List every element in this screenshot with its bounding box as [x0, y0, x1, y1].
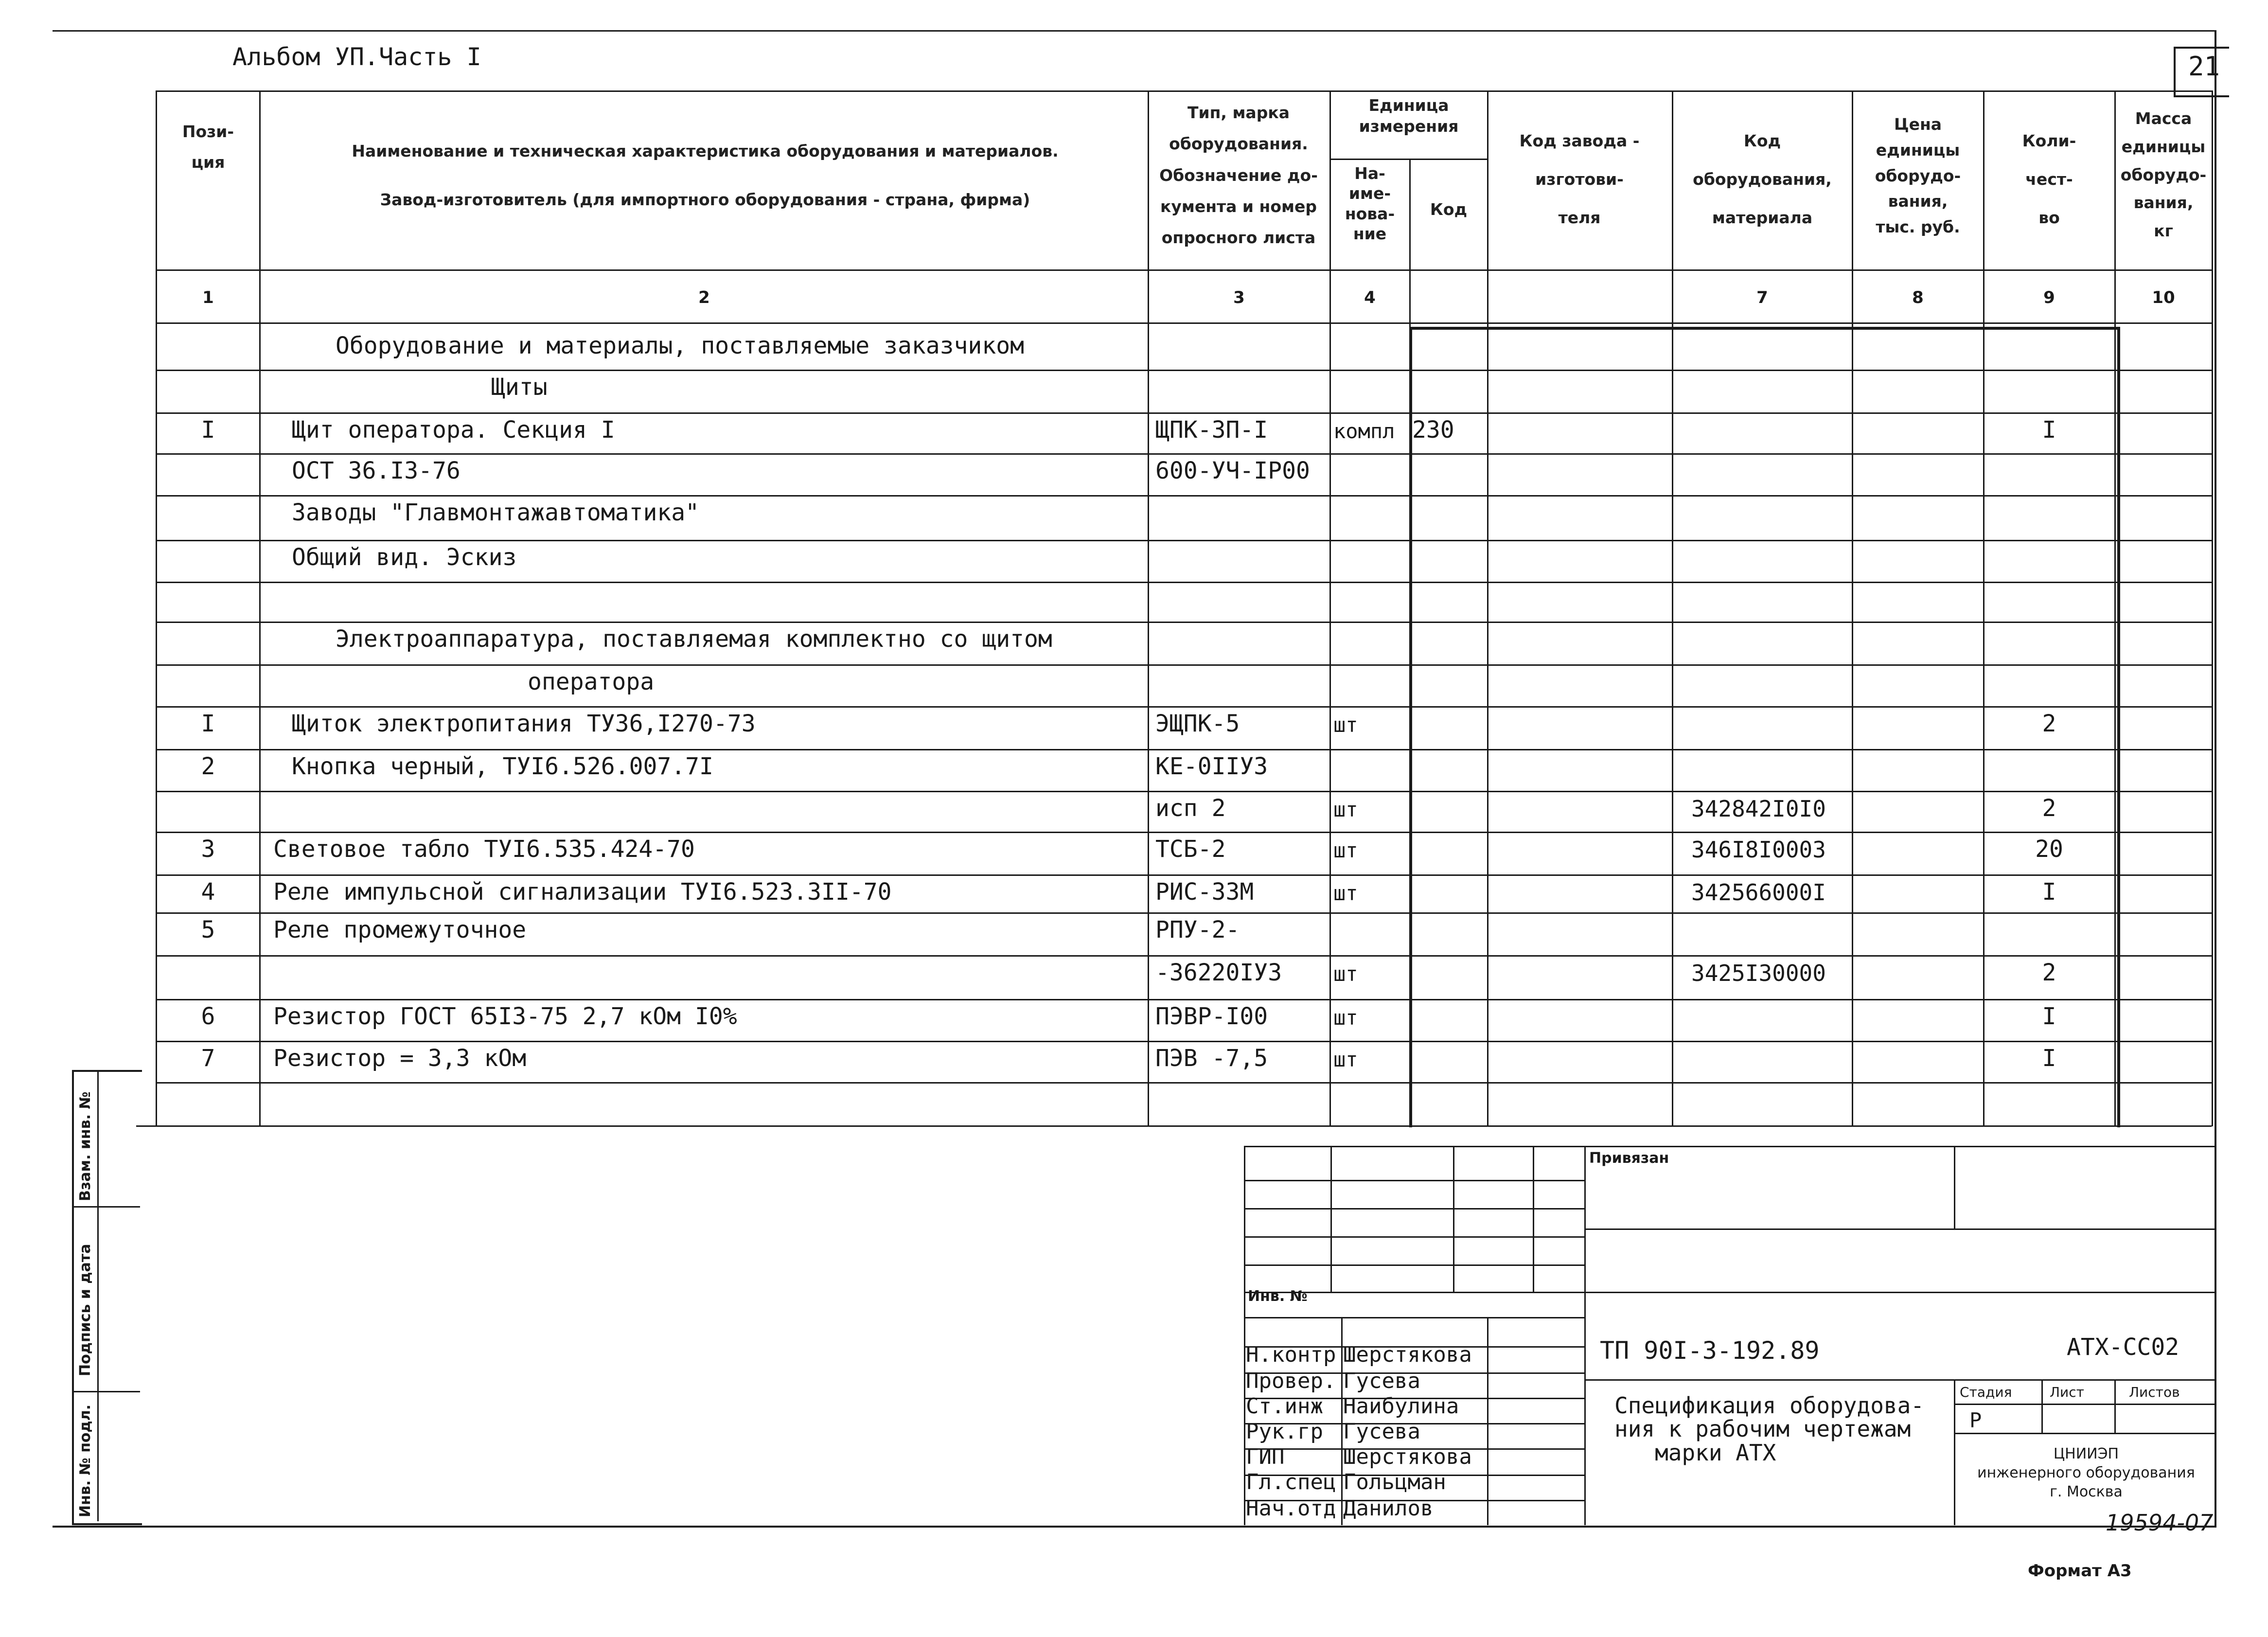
hdr-unit-code: Код	[1430, 200, 1468, 219]
cell-unit: шт	[1333, 838, 1358, 862]
doc-title: Спецификация оборудова- ния к рабочим чертежам марки АТХ	[1614, 1392, 1924, 1466]
row-divider	[156, 749, 2212, 750]
cell-position: 3	[201, 836, 215, 863]
cell-unit: шт	[1333, 713, 1358, 737]
inv-no-label: Инв. №	[1248, 1288, 1308, 1305]
cell-equip-code: 3425I30000	[1691, 960, 1826, 986]
cell-unit: шт	[1333, 798, 1358, 821]
cell-name: Световое табло ТУI6.535.424-70	[273, 836, 695, 863]
cell-type: РПУ-2-	[1155, 916, 1240, 943]
cell-name: Щиты	[491, 374, 548, 401]
row-divider	[156, 664, 2212, 666]
cell-name: оператора	[528, 668, 655, 695]
cell-name: Щит оператора. Секция I	[292, 416, 615, 444]
cell-quantity: I	[2042, 878, 2056, 906]
cell-quantity: 20	[2035, 836, 2063, 863]
cell-unit: шт	[1333, 962, 1358, 986]
stage-label: Стадия	[1960, 1384, 2012, 1400]
cell-type: -36220IУЗ	[1155, 959, 1282, 986]
row-divider	[156, 622, 2212, 623]
hdr-position: Пози- ция	[182, 122, 234, 172]
sheets-label: Листов	[2129, 1384, 2180, 1400]
cell-position: I	[201, 416, 215, 444]
row-divider	[156, 791, 2212, 792]
row-divider	[156, 412, 2212, 414]
top-border	[53, 30, 2215, 32]
row-divider	[156, 370, 2212, 371]
row-divider	[156, 874, 2212, 876]
colnum-4: 4	[1364, 288, 1376, 307]
colnum-1: 1	[202, 288, 214, 307]
cell-position: 2	[201, 753, 215, 780]
colnum-10: 10	[2152, 288, 2175, 307]
colnum-9: 9	[2043, 288, 2055, 307]
doc-mark: АТХ-СС02	[2067, 1334, 2179, 1361]
cell-name: ОСТ 36.I3-76	[292, 457, 461, 484]
row-divider	[156, 706, 2212, 708]
sheet-label: Лист	[2050, 1384, 2084, 1400]
side-label-inv: Инв. № подл.	[77, 1404, 94, 1517]
cell-type: ЭЩПК-5	[1155, 710, 1240, 737]
stamp-name: Гольцман	[1343, 1470, 1446, 1495]
stamp-role: Гл.спец	[1246, 1470, 1336, 1495]
row-divider	[156, 955, 2212, 957]
cell-equip-code: 346I8I0003	[1691, 836, 1826, 863]
stage-value: Р	[1969, 1408, 1982, 1432]
row-divider	[156, 912, 2212, 914]
cell-quantity: 2	[2042, 795, 2056, 822]
cell-name: Электроаппаратура, поставляемая комплектно со щитом	[336, 625, 1052, 653]
cell-name: Общий вид. Эскиз	[292, 544, 517, 571]
cell-unit-code: 230	[1412, 416, 1454, 444]
privyazan-label: Привязан	[1589, 1150, 1669, 1167]
cell-name: Резистор ГОСТ 65I3-75 2,7 кОм I0%	[273, 1003, 737, 1030]
stamp-name: Шерстякова	[1343, 1342, 1472, 1367]
row-divider	[156, 999, 2212, 1000]
cell-position: 6	[201, 1003, 215, 1030]
stamp-name: Гусева	[1343, 1369, 1420, 1393]
side-label-vzam: Взам. инв. №	[77, 1091, 94, 1201]
side-label-podpis: Подпись и дата	[77, 1244, 94, 1376]
cell-equip-code: 342566000I	[1691, 879, 1826, 906]
hdr-name-2: Завод-изготовитель (для импортного оборудования - страна, фирма)	[380, 190, 1030, 209]
cell-unit: компл	[1333, 419, 1395, 443]
stamp-role: Провер.	[1246, 1369, 1336, 1393]
hdr-name-1: Наименование и техническая характеристика оборудования и материалов.	[352, 142, 1059, 160]
cell-unit: шт	[1333, 1006, 1358, 1030]
colnum-2: 2	[698, 288, 710, 307]
hdr-unit: Единица измерения	[1359, 96, 1459, 136]
stamp-name: Данилов	[1343, 1496, 1434, 1521]
hdr-qty: Коли- чест- во	[2022, 131, 2076, 228]
archive-number: 19594-07	[2106, 1510, 2214, 1536]
cell-position: I	[201, 710, 215, 737]
hdr-mass: Масса единицы оборудо- вания, кг	[2120, 109, 2207, 240]
cell-type: ПЭВ -7,5	[1155, 1045, 1268, 1072]
colnum-8: 8	[1912, 288, 1924, 307]
format-label: Формат А3	[2028, 1561, 2132, 1581]
cell-type: ТСБ-2	[1155, 836, 1226, 863]
hdr-price: Цена единицы оборудо- вания, тыс. руб.	[1875, 115, 1961, 237]
row-divider	[156, 1082, 2212, 1084]
cell-equip-code: 342842I0I0	[1691, 796, 1826, 822]
stamp-name: Шерстякова	[1343, 1444, 1472, 1469]
row-divider	[156, 495, 2212, 497]
row-divider	[156, 540, 2212, 541]
cell-quantity: 2	[2042, 959, 2056, 986]
cell-type: 600-УЧ-IP00	[1155, 457, 1310, 484]
colnum-7: 7	[1756, 288, 1768, 307]
cell-quantity: I	[2042, 1045, 2056, 1072]
doc-code: ТП 90I-3-192.89	[1600, 1336, 1820, 1365]
cell-type: КЕ-0IIУЗ	[1155, 753, 1268, 780]
cell-unit: шт	[1333, 881, 1358, 905]
row-divider	[156, 453, 2212, 455]
cell-type: ЩПК-ЗП-I	[1155, 416, 1268, 444]
colnum-3: 3	[1233, 288, 1245, 307]
row-divider	[156, 1041, 2212, 1042]
cell-quantity: I	[2042, 416, 2056, 444]
hdr-maker-code: Код завода - изготови- теля	[1519, 131, 1640, 228]
cell-unit: шт	[1333, 1048, 1358, 1071]
cell-name: Резистор = 3,3 кОм	[273, 1045, 527, 1072]
page-number: 21	[2188, 51, 2220, 82]
cell-quantity: I	[2042, 1003, 2056, 1030]
hdr-type: Тип, марка оборудования. Обозначение до- кумента и номер опросного листа	[1159, 103, 1318, 248]
stamp-role: Н.контр	[1246, 1342, 1336, 1367]
album-title: Альбом УП.Часть I	[232, 43, 481, 71]
hdr-unit-name: На- име- нова- ние	[1345, 164, 1395, 243]
cell-name: Реле импульсной сигнализации ТУI6.523.3II-70	[273, 878, 892, 906]
stamp-role: Нач.отд	[1246, 1496, 1336, 1521]
cell-position: 4	[201, 878, 215, 906]
cell-name: Щиток электропитания ТУ36,I270-73	[292, 710, 756, 737]
cell-name: Реле промежуточное	[273, 916, 527, 943]
cell-quantity: 2	[2042, 710, 2056, 737]
cell-name: Оборудование и материалы, поставляемые заказчиком	[336, 332, 1025, 359]
cell-type: исп 2	[1155, 795, 1226, 822]
stamp-name: Гусева	[1343, 1419, 1420, 1444]
cell-name: Кнопка черный, ТУI6.526.007.7I	[292, 753, 713, 780]
row-divider	[156, 832, 2212, 833]
cell-type: РИС-33М	[1155, 878, 1254, 906]
cell-type: ПЭВР-I00	[1155, 1003, 1268, 1030]
stamp-role: Ст.инж	[1246, 1394, 1323, 1419]
stamp-role: ГИП	[1246, 1444, 1285, 1469]
stamp-role: Рук.гр	[1246, 1419, 1323, 1444]
cell-name: Заводы "Главмонтажавтоматика"	[292, 499, 700, 526]
org-name: ЦНИИЭП инженерного оборудования г. Москва	[1977, 1445, 2195, 1500]
row-divider	[156, 582, 2212, 583]
cell-position: 7	[201, 1045, 215, 1072]
cell-position: 5	[201, 916, 215, 943]
stamp-name: Наибулина	[1343, 1394, 1459, 1419]
hdr-equip-code: Код оборудования, материала	[1693, 131, 1832, 228]
